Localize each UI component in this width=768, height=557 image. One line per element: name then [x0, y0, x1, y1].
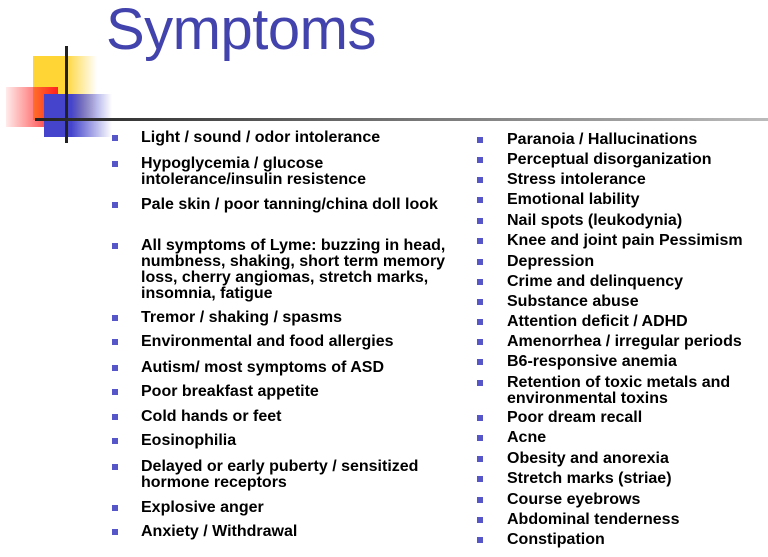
bullet-icon [477, 339, 483, 345]
bullet-icon [112, 339, 118, 345]
bullet-icon [112, 414, 118, 420]
list-item: Poor breakfast appetite [141, 383, 319, 400]
bullet-icon [112, 243, 118, 249]
list-item: Constipation [507, 531, 605, 548]
list-item: Attention deficit / ADHD [507, 313, 688, 330]
bullet-icon [477, 238, 483, 244]
bullet-icon [112, 505, 118, 511]
list-item: Amenorrhea / irregular periods [507, 333, 742, 350]
bullet-icon [477, 517, 483, 523]
list-item: Paranoia / Hallucinations [507, 131, 698, 148]
list-item: Light / sound / odor intolerance [141, 129, 381, 146]
list-item: Delayed or early puberty / sensitized hormone receptors [141, 458, 419, 491]
bullet-icon [112, 315, 118, 321]
list-item: Depression [507, 253, 595, 270]
bullet-icon [477, 177, 483, 183]
bullet-icon [112, 389, 118, 395]
list-item: Poor dream recall [507, 409, 643, 426]
list-item: Environmental and food allergies [141, 333, 394, 350]
bullet-icon [477, 197, 483, 203]
list-item: Nail spots (leukodynia) [507, 212, 683, 229]
bullet-icon [112, 438, 118, 444]
bullet-icon [112, 529, 118, 535]
list-item: Abdominal tenderness [507, 511, 680, 528]
list-item: B6-responsive anemia [507, 353, 677, 370]
bullet-icon [477, 476, 483, 482]
bullet-icon [112, 365, 118, 371]
bullet-icon [477, 319, 483, 325]
list-item: Retention of toxic metals and environmental toxins [507, 374, 731, 407]
list-item: Explosive anger [141, 499, 264, 516]
decor-blue-square [44, 94, 112, 137]
list-item: Eosinophilia [141, 432, 237, 449]
bullet-icon [477, 435, 483, 441]
bullet-icon [477, 497, 483, 503]
list-item: Cold hands or feet [141, 408, 282, 425]
bullet-icon [477, 259, 483, 265]
bullet-icon [477, 537, 483, 543]
list-item: Pale skin / poor tanning/china doll look [141, 196, 438, 213]
slide-title: Symptoms [106, 0, 376, 62]
bullet-icon [112, 161, 118, 167]
list-item: Stress intolerance [507, 171, 646, 188]
list-item: Autism/ most symptoms of ASD [141, 359, 384, 376]
list-item: Crime and delinquency [507, 273, 684, 290]
bullet-icon [477, 299, 483, 305]
bullet-icon [112, 135, 118, 141]
list-item: Course eyebrows [507, 491, 641, 508]
list-item: Knee and joint pain Pessimism [507, 232, 743, 249]
list-item: Emotional lability [507, 191, 640, 208]
bullet-icon [112, 202, 118, 208]
bullet-icon [477, 218, 483, 224]
bullet-icon [477, 359, 483, 365]
list-item: Stretch marks (striae) [507, 470, 672, 487]
bullet-icon [477, 279, 483, 285]
decor-horizontal-line [35, 118, 768, 121]
bullet-icon [477, 157, 483, 163]
list-item: Obesity and anorexia [507, 450, 669, 467]
decor-vertical-line [65, 46, 68, 143]
bullet-icon [477, 380, 483, 386]
list-item: All symptoms of Lyme: buzzing in head, numbness, shaking, short term memory loss, cherry angiomas, stretch marks, insomnia, fatigue [141, 237, 446, 302]
list-item: Tremor / shaking / spasms [141, 309, 342, 326]
bullet-icon [477, 137, 483, 143]
list-item: Anxiety / Withdrawal [141, 523, 298, 540]
list-item: Hypoglycemia / glucose intolerance/insulin resistence [141, 155, 366, 188]
list-item: Substance abuse [507, 293, 639, 310]
list-item: Perceptual disorganization [507, 151, 712, 168]
bullet-icon [477, 415, 483, 421]
list-item: Acne [507, 429, 547, 446]
bullet-icon [112, 464, 118, 470]
bullet-icon [477, 456, 483, 462]
